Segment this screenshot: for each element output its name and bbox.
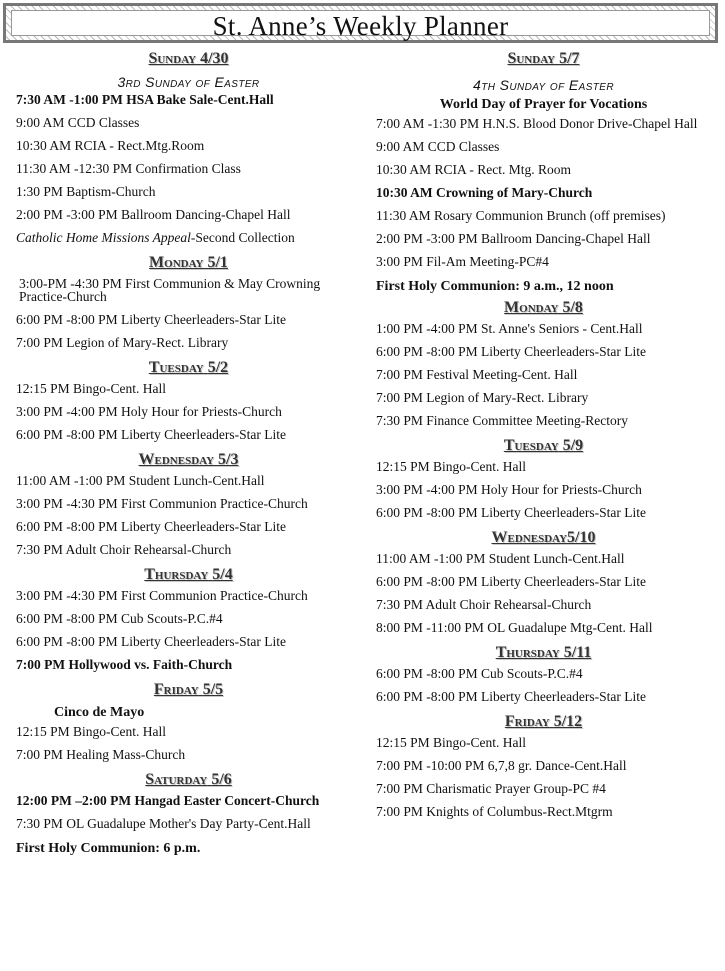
day-note: Cinco de Mayo: [54, 705, 145, 720]
event-item: 6:00 PM -8:00 PM Liberty Cheerleaders-Star Lite: [376, 689, 646, 704]
event-item: 7:00 PM Legion of Mary-Rect. Library: [16, 335, 229, 350]
event-item: 6:00 PM -8:00 PM Liberty Cheerleaders-Star Lite: [16, 519, 286, 534]
day-heading: Thursday 5/11: [495, 644, 592, 661]
event-item: 12:00 PM –2:00 PM Hangad Easter Concert-Church: [16, 793, 320, 808]
day-heading: Monday 5/8: [504, 299, 583, 316]
day-heading: Tuesday 5/2: [148, 359, 229, 376]
day-section-thursday-5-11: [376, 644, 711, 703]
day-note: First Holy Communion: 6 p.m.: [16, 841, 201, 856]
day-heading: Sunday 4/30: [148, 50, 229, 67]
event-item: 12:15 PM Bingo-Cent. Hall: [376, 459, 527, 474]
event-item: 11:30 AM Rosary Communion Brunch (off premises): [376, 208, 666, 223]
event-item: 7:00 PM Hollywood vs. Faith-Church: [16, 657, 233, 672]
event-item: 7:00 PM Festival Meeting-Cent. Hall: [376, 367, 578, 382]
event-item: 1:30 PM Baptism-Church: [16, 184, 156, 199]
day-section-wednesday-5-10: [376, 529, 711, 634]
event-item: 3:00 PM -4:00 PM Holy Hour for Priests-Church: [376, 482, 642, 497]
day-heading: Friday 5/12: [504, 713, 583, 730]
day-heading: Tuesday 5/9: [503, 437, 584, 454]
event-item: 2:00 PM -3:00 PM Ballroom Dancing-Chapel Hall: [376, 231, 651, 246]
event-item: 7:00 PM Charismatic Prayer Group-PC #4: [376, 781, 606, 796]
day-section-monday-5-1: [16, 254, 361, 349]
right-column: [376, 50, 711, 828]
day-heading: Friday 5/5: [153, 681, 224, 698]
page-title: St. Anne’s Weekly Planner: [212, 11, 509, 41]
event-item: 7:30 PM OL Guadalupe Mother's Day Party-Cent.Hall: [16, 816, 311, 831]
event-item: 6:00 PM -8:00 PM Liberty Cheerleaders-Star Lite: [16, 634, 286, 649]
event-item: 6:00 PM -8:00 PM Cub Scouts-P.C.#4: [376, 666, 583, 681]
event-item: 7:00 PM Knights of Columbus-Rect.Mtgrm: [376, 804, 613, 819]
event-item: 7:00 PM Legion of Mary-Rect. Library: [376, 390, 589, 405]
event-item: 10:30 AM Crowning of Mary-Church: [376, 185, 593, 200]
event-item: 7:30 AM -1:00 PM HSA Bake Sale-Cent.Hall: [16, 92, 274, 107]
day-heading: Sunday 5/7: [507, 50, 580, 67]
day-section-friday-5-5: [16, 681, 361, 761]
day-section-wednesday-5-3: [16, 451, 361, 556]
day-note: World Day of Prayer for Vocations: [439, 97, 648, 112]
day-section-sunday-4-30: [16, 50, 361, 244]
day-section-friday-5-12: [376, 713, 711, 818]
event-item: 10:30 AM RCIA - Rect.Mtg.Room: [16, 138, 205, 153]
event-item: 12:15 PM Bingo-Cent. Hall: [16, 724, 167, 739]
event-item: 6:00 PM -8:00 PM Liberty Cheerleaders-Star Lite: [16, 427, 286, 442]
event-item: 12:15 PM Bingo-Cent. Hall: [16, 381, 167, 396]
day-section-saturday-5-6: [16, 771, 361, 857]
day-section-monday-5-8: [376, 299, 711, 427]
event-item: 10:30 AM RCIA - Rect. Mtg. Room: [376, 162, 572, 177]
left-column: [16, 50, 361, 861]
day-heading: Thursday 5/4: [144, 566, 233, 583]
event-item: 7:30 PM Adult Choir Rehearsal-Church: [16, 542, 232, 557]
event-item: 1:00 PM -4:00 PM St. Anne's Seniors - Cent.Hall: [376, 321, 643, 336]
event-item: 6:00 PM -8:00 PM Cub Scouts-P.C.#4: [16, 611, 223, 626]
event-item: 3:00 PM -4:30 PM First Communion Practice-Church: [16, 588, 308, 603]
day-heading: Monday 5/1: [149, 254, 228, 271]
event-item: 2:00 PM -3:00 PM Ballroom Dancing-Chapel Hall: [16, 207, 291, 222]
day-heading: Wednesday5/10: [491, 529, 596, 546]
event-item: 3:00-PM -4:30 PM First Communion & May Crowning Practice-Church: [19, 276, 341, 304]
day-subtitle: 3rd Sunday of Easter: [117, 74, 260, 90]
event-item: 9:00 AM CCD Classes: [16, 115, 140, 130]
title-banner: [3, 3, 718, 43]
event-item: 6:00 PM -8:00 PM Liberty Cheerleaders-Star Lite: [16, 312, 286, 327]
event-item: 6:00 PM -8:00 PM Liberty Cheerleaders-Star Lite: [376, 505, 646, 520]
day-note: First Holy Communion: 9 a.m., 12 noon: [376, 279, 614, 294]
event-item: 3:00 PM -4:30 PM First Communion Practice-Church: [16, 496, 308, 511]
day-section-sunday-5-7: [376, 50, 711, 295]
appeal-item: Catholic Home Missions Appeal-Second Collection: [16, 230, 295, 245]
event-item: 7:30 PM Adult Choir Rehearsal-Church: [376, 597, 592, 612]
event-item: 11:00 AM -1:00 PM Student Lunch-Cent.Hall: [376, 551, 625, 566]
event-item: 7:00 PM -10:00 PM 6,7,8 gr. Dance-Cent.Hall: [376, 758, 627, 773]
event-item: 6:00 PM -8:00 PM Liberty Cheerleaders-Star Lite: [376, 574, 646, 589]
event-item: 12:15 PM Bingo-Cent. Hall: [376, 735, 527, 750]
day-heading: Saturday 5/6: [145, 771, 232, 788]
day-section-thursday-5-4: [16, 566, 361, 671]
day-heading: Wednesday 5/3: [138, 451, 239, 468]
day-section-tuesday-5-9: [376, 437, 711, 519]
event-item: 7:00 PM Healing Mass-Church: [16, 747, 186, 762]
event-item: 7:30 PM Finance Committee Meeting-Rectory: [376, 413, 628, 428]
event-item: 3:00 PM Fil-Am Meeting-PC#4: [376, 254, 549, 269]
event-item: 11:30 AM -12:30 PM Confirmation Class: [16, 161, 241, 176]
event-item: 6:00 PM -8:00 PM Liberty Cheerleaders-Star Lite: [376, 344, 646, 359]
event-item: 9:00 AM CCD Classes: [376, 139, 500, 154]
event-item: 11:00 AM -1:00 PM Student Lunch-Cent.Hall: [16, 473, 265, 488]
day-section-tuesday-5-2: [16, 359, 361, 441]
title-box: [11, 10, 710, 41]
event-item: 8:00 PM -11:00 PM OL Guadalupe Mtg-Cent. Hall: [376, 620, 653, 635]
day-subtitle: 4th Sunday of Easter: [473, 77, 614, 93]
event-item: 3:00 PM -4:00 PM Holy Hour for Priests-Church: [16, 404, 282, 419]
event-item: 7:00 AM -1:30 PM H.N.S. Blood Donor Drive-Chapel Hall: [376, 116, 698, 131]
